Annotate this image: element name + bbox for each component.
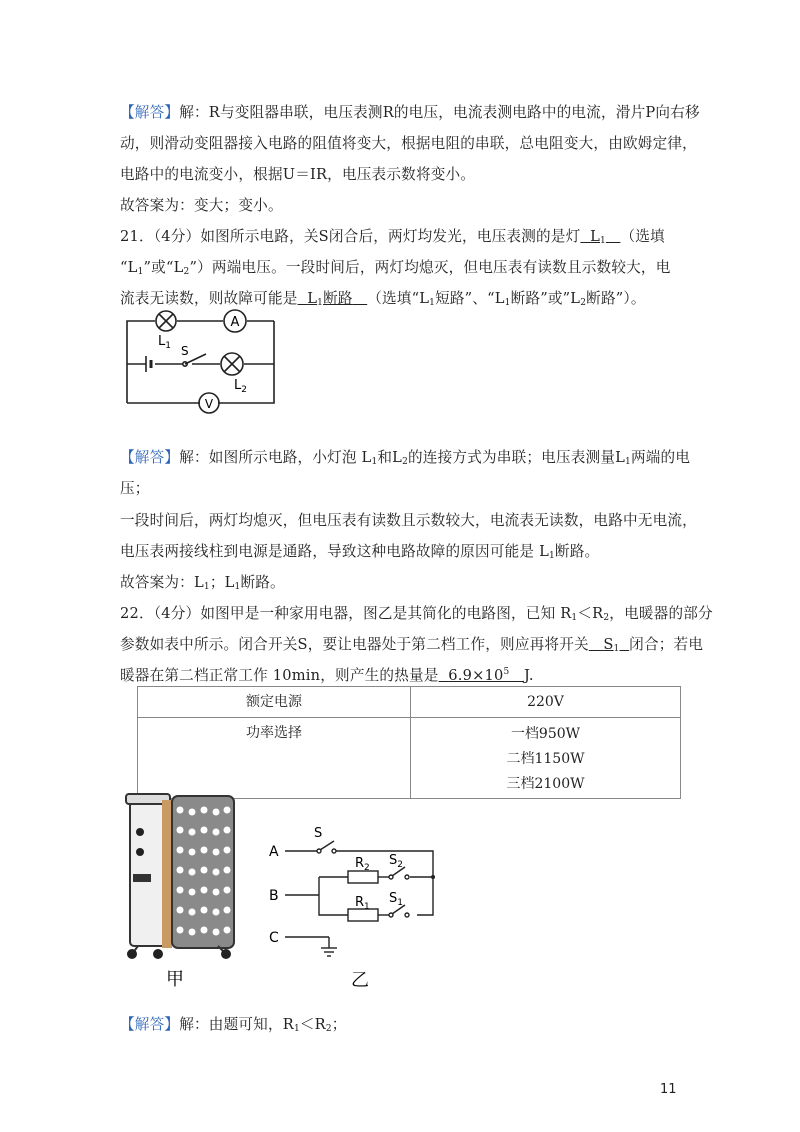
- q22-line3: 暖器在第二档正常工作 10min，则产生的热量是 $6.9\times 10^5$ J.: [120, 667, 534, 684]
- sol20-line1: 【解答】解：R与变阻器串联，电压表测R的电压，电流表测电路中的电流，滑片P向右移: [120, 104, 700, 121]
- s1-label: $S_1$: [389, 891, 403, 908]
- terminal-A: A: [269, 844, 279, 860]
- sol21-line1: 【解答】解：如图所示电路，小灯泡 $L_1$和$L_2$的连接方式为串联；电压表测量$L_1$两端的电: [120, 449, 691, 467]
- sol21-line3: 一段时间后，两灯均熄灭，但电压表有读数且示数较大，电流表无读数，电路中无电流，: [120, 512, 697, 529]
- q22-blank1: [589, 636, 629, 653]
- switch-S-label: S: [314, 826, 323, 841]
- s21ans: 故答案为：$L_1$；$L_1$断路。: [120, 574, 285, 592]
- ammeter-label: A: [230, 315, 240, 330]
- figure-label-jia: 甲: [166, 969, 184, 990]
- s22l1: 解：由题可知，$R_1<R_2$；: [179, 1016, 347, 1034]
- sol20-line3: 电路中的电流变小，根据U＝IR，电压表示数将变小。: [120, 166, 476, 183]
- page-number: 11: [660, 1082, 677, 1097]
- figure-label-yi: 乙: [351, 970, 369, 991]
- table-cell: 额定电源: [138, 687, 411, 718]
- gear-1: 一档950W: [510, 726, 581, 742]
- table-row: [138, 687, 681, 718]
- circuit-diagram-21: [122, 305, 284, 415]
- table-cell: [411, 718, 681, 799]
- q21b2: $L_1$断路: [307, 290, 353, 308]
- gear-2: 二档1150W: [506, 751, 585, 767]
- q21l2: “$L_1$”或“$L_2$”）两端电压。一段时间后，两灯均熄灭，但电压表有读数且示数较大，电: [120, 259, 671, 277]
- answer-tag: 【解答】: [120, 104, 180, 121]
- q21-line1: 21．（4分）如图所示电路，关S闭合后，两灯均发光，电压表测的是灯 $L_1$ （选填: [120, 228, 665, 246]
- s2-label: $S_2$: [389, 853, 403, 870]
- r1-label: $R_1$: [355, 895, 370, 912]
- sol21-answer: [120, 571, 285, 592]
- q21-blank2: [298, 290, 368, 307]
- table-cell: 功率选择: [138, 718, 411, 799]
- circuit-diagram-22: [265, 820, 450, 992]
- q22-line1: [120, 602, 713, 623]
- q22-blank2: $6.9\times 10^5$: [448, 667, 510, 684]
- q21-line3: 流表无读数，则故障可能是 $L_1$断路 （选填“$L_1$短路”、“$L_1$断路”或$”L_2$断路”）。: [120, 290, 646, 308]
- parameter-table: [137, 686, 681, 799]
- q21b1: $L_1$: [590, 228, 606, 246]
- lamp1-label: $L_1$: [158, 334, 171, 351]
- sol21-line4: [120, 540, 599, 561]
- sol20-line2: 动，则滑动变阻器接入电路的阻值将变大，根据电阻的串联，总电阻变大，由欧姆定律，: [120, 135, 697, 152]
- sol21-line2: 压；: [120, 480, 150, 497]
- q21-blank1: [580, 228, 620, 245]
- sol20-answer: 故答案为：变大；变小。: [120, 197, 283, 214]
- sol22-line1: 【解答】解：由题可知，$R_1<R_2$；: [120, 1016, 347, 1034]
- heater-image: [118, 786, 248, 991]
- q21l3b: （选填“$L_1$短路”、“$L_1$断路”或$”L_2$断路”）。: [367, 290, 646, 308]
- q22-line2: 参数如表中所示。闭合开关S，要让电器处于第二档工作，则应再将开关 $S_1$ 闭合；若电: [120, 636, 704, 654]
- q21-line2: [120, 256, 671, 277]
- s21l4: 电压表两接线柱到电源是通路，导致这种电路故障的原因可能是 $L_1$断路。: [120, 543, 600, 561]
- terminal-B: B: [269, 888, 279, 904]
- terminal-C: C: [269, 930, 279, 946]
- voltmeter-label: V: [204, 397, 214, 411]
- r2-label: $R_2$: [355, 856, 370, 873]
- q22l1: 22．（4分）如图甲是一种家用电器，图乙是其简化的电路图，已知 $R_1<R_2$，电暖器的部分: [120, 605, 713, 623]
- lamp2-label: $L_2$: [234, 378, 247, 395]
- gear-3: 三档2100W: [506, 776, 585, 792]
- q22b1: $S_1$: [603, 636, 620, 654]
- table-cell: 220V: [411, 687, 681, 718]
- switch-label: S: [181, 344, 189, 358]
- s21l1: 解：如图所示电路，小灯泡 $L_1$和$L_2$的连接方式为串联；电压表测量$L_1$两端的电: [179, 449, 691, 467]
